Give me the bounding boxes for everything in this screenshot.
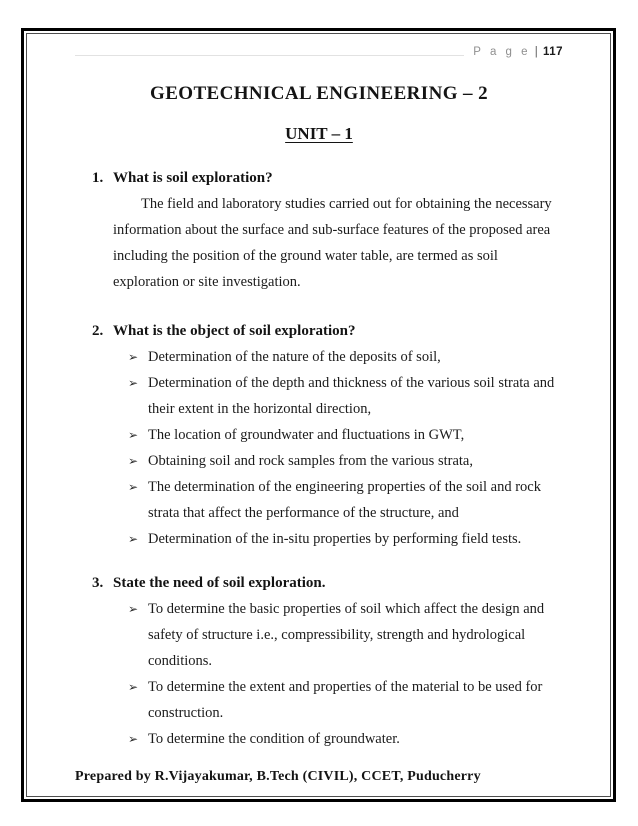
list-item-text: Obtaining soil and rock samples from the various strata, (148, 453, 473, 469)
page-number (464, 45, 563, 60)
list-item (128, 422, 563, 448)
document-title: GEOTECHNICAL ENGINEERING – 2 (150, 83, 488, 104)
arrowhead-bullet-icon: ➢ (128, 376, 139, 390)
page-border (21, 28, 616, 802)
arrowhead-bullet-icon: ➢ (128, 680, 139, 694)
arrowhead-bullet-icon: ➢ (128, 732, 139, 746)
list-item-text: The determination of the engineering properties of the soil and rock strata that affect the performance of the structure, and (148, 479, 541, 521)
question-number: 1. (92, 170, 104, 186)
question-3-heading (75, 570, 563, 596)
arrowhead-bullet-icon: ➢ (128, 602, 139, 616)
list-item (128, 370, 563, 422)
list-item-text: To determine the extent and properties of the material to be used for construction. (148, 679, 543, 721)
list-item (128, 596, 563, 674)
question-2 (75, 318, 563, 552)
arrowhead-bullet-icon: ➢ (128, 454, 139, 468)
question-title: What is soil exploration? (113, 170, 273, 186)
question-2-bullet-list (128, 344, 563, 552)
list-item (128, 674, 563, 726)
list-item (128, 474, 563, 526)
arrowhead-bullet-icon: ➢ (128, 350, 139, 364)
question-number: 3. (92, 575, 104, 591)
list-item-text: To determine the basic properties of soil which affect the design and safety of structure i.e., compressibility, strength and hydrological conditions. (148, 601, 545, 669)
list-item (128, 726, 563, 752)
arrowhead-bullet-icon: ➢ (128, 532, 139, 546)
arrowhead-bullet-icon: ➢ (128, 428, 139, 442)
page-number-value: 117 (542, 46, 563, 58)
question-title: What is the object of soil exploration? (113, 323, 356, 339)
arrowhead-bullet-icon: ➢ (128, 480, 139, 494)
question-1-heading (75, 165, 563, 191)
question-1 (75, 165, 563, 295)
footer-credit: Prepared by R.Vijayakumar, B.Tech (CIVIL), CCET, Puducherry (75, 769, 481, 784)
list-item-text: Determination of the nature of the deposits of soil, (148, 349, 441, 365)
list-item-text: To determine the condition of groundwater. (148, 731, 400, 747)
list-item (128, 344, 563, 370)
list-item (128, 448, 563, 474)
question-2-heading (75, 318, 563, 344)
question-1-answer-paragraph: The field and laboratory studies carried out for obtaining the necessary information about the surface and sub-surface features of the proposed area including the position of the ground water table, are termed as soil exploration or site investigation. (113, 196, 552, 290)
question-number: 2. (92, 323, 104, 339)
list-item-text: Determination of the depth and thickness of the various soil strata and their extent in the horizontal direction, (148, 375, 555, 417)
list-item-text: Determination of the in-situ properties by performing field tests. (148, 531, 522, 547)
question-3-bullet-list (128, 596, 563, 752)
unit-title: UNIT – 1 (285, 124, 353, 143)
list-item (128, 526, 563, 552)
question-title: State the need of soil exploration. (113, 575, 326, 591)
page-header (75, 41, 563, 60)
page (26, 33, 611, 797)
header-rule (75, 55, 464, 56)
page-label: P a g e (473, 46, 531, 58)
question-3 (75, 570, 563, 752)
page-number-separator: | (534, 46, 538, 58)
list-item-text: The location of groundwater and fluctuations in GWT, (148, 427, 465, 443)
